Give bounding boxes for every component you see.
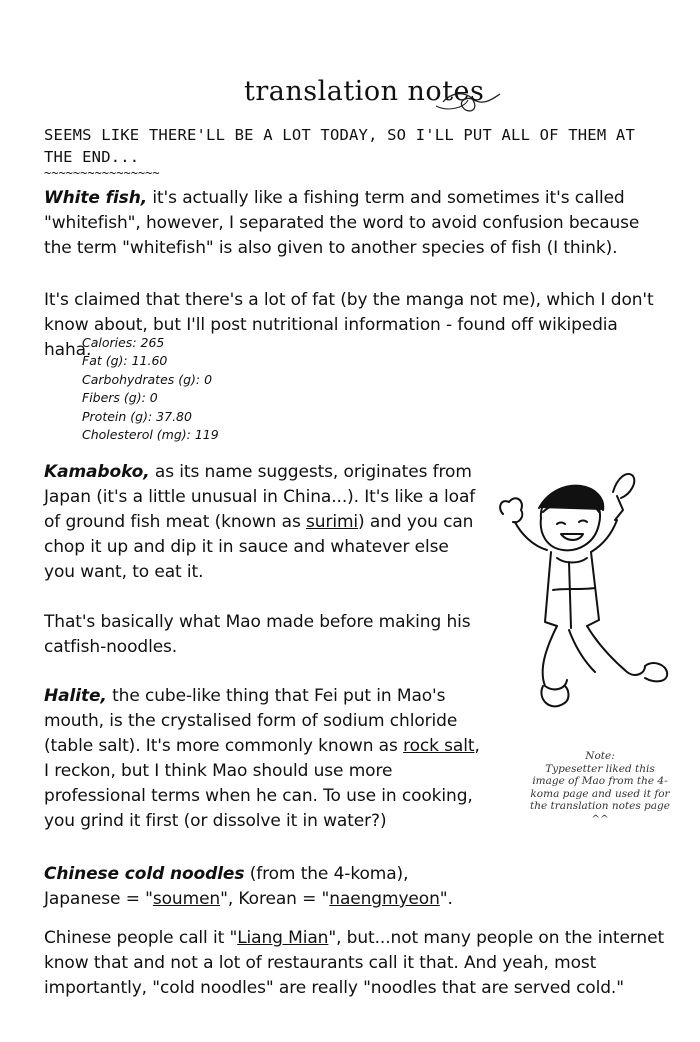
mao-made-paragraph: That's basically what Mao made before making his catfish-noodles. — [44, 612, 471, 657]
noodles-text-b: ", Korean = " — [220, 889, 330, 909]
surimi-link[interactable]: surimi — [306, 512, 359, 532]
noodles-text-a: (from the 4-koma), Japanese = " — [44, 864, 409, 909]
halite-paragraph — [44, 684, 489, 834]
kamaboko-text: as its name suggests, originates from Japan (it's a little unusual in China...). It's like a loaf of ground fish meat (known as — [44, 462, 476, 532]
noodles-text-c: ". — [439, 889, 453, 909]
term-kamaboko: Kamaboko, — [44, 462, 150, 482]
nutrition-item: Cholesterol (mg): 119 — [82, 427, 219, 443]
separator-line: ~~~~~~~~~~~~~~~~ — [44, 166, 160, 180]
halite-text: the cube-like thing that Fei put in Mao's mouth, is the crystalised form of sodium chloride (table salt). It's more commonly known as — [44, 686, 458, 756]
kamaboko-text-end: ) and you can chop it up and dip it in sauce and whatever else you want, to eat it. — [44, 512, 474, 582]
kamaboko-paragraph — [44, 460, 484, 585]
halite-text-end: , I reckon, but I think Mao should use more professional terms when he can. To use in cooking, you grind it first (or dissolve it in water?) — [44, 736, 480, 831]
naengmyeon-link[interactable]: naengmyeon — [329, 889, 440, 909]
term-cold-noodles: Chinese cold noodles — [44, 864, 245, 884]
nutrition-item: Calories: 265 — [82, 335, 165, 350]
term-whitefish: White fish, — [44, 188, 148, 208]
intro-text: SEEMS LIKE THERE'LL BE A LOT TODAY, SO I'LL PUT ALL OF THEM AT THE END... — [44, 126, 635, 166]
soumen-link[interactable]: soumen — [152, 889, 221, 909]
title-block — [238, 72, 508, 116]
note-face: ^^ — [591, 812, 609, 825]
liang-text-b: ", but...not many people on the internet know that and not a lot of restaurants call it that. And yeah, most importantly, "cold noodles" are really "noodles that are served cold." — [44, 928, 665, 998]
typesetter-note — [530, 750, 670, 826]
term-halite: Halite, — [44, 686, 107, 706]
rock-salt-link[interactable]: rock salt — [403, 736, 475, 756]
whitefish-text: it's actually like a fishing term and sometimes it's called "whitefish", however, I separated the word to avoid confusion because the term "whitefish" is also given to another species of fish (I think). — [44, 188, 640, 258]
mao-chef-illustration — [495, 450, 680, 735]
page-title: translation notes — [244, 76, 485, 107]
nutrition-item: Fibers (g): 0 — [82, 390, 158, 406]
liang-mian-paragraph — [44, 926, 669, 1001]
nutrition-item: Protein (g): 37.80 — [82, 408, 192, 424]
fat-paragraph: It's claimed that there's a lot of fat (by the manga not me), which I don't know about, but I'll post nutritional information - found off wikipedia haha. — [44, 290, 654, 360]
note-text: Typesetter liked this image of Mao from the 4-koma page and used it for the translation notes page — [530, 762, 670, 813]
nutrition-list — [82, 334, 219, 444]
liang-mian-link[interactable]: Liang Mian — [237, 928, 329, 948]
note-label: Note: — [585, 750, 615, 762]
nutrition-item: Fat (g): 11.60 — [82, 353, 168, 369]
cold-noodles-paragraph — [44, 862, 489, 912]
whitefish-paragraph — [44, 186, 669, 261]
liang-text-a: Chinese people call it " — [44, 928, 238, 948]
nutrition-item: Carbohydrates (g): 0 — [82, 371, 213, 387]
